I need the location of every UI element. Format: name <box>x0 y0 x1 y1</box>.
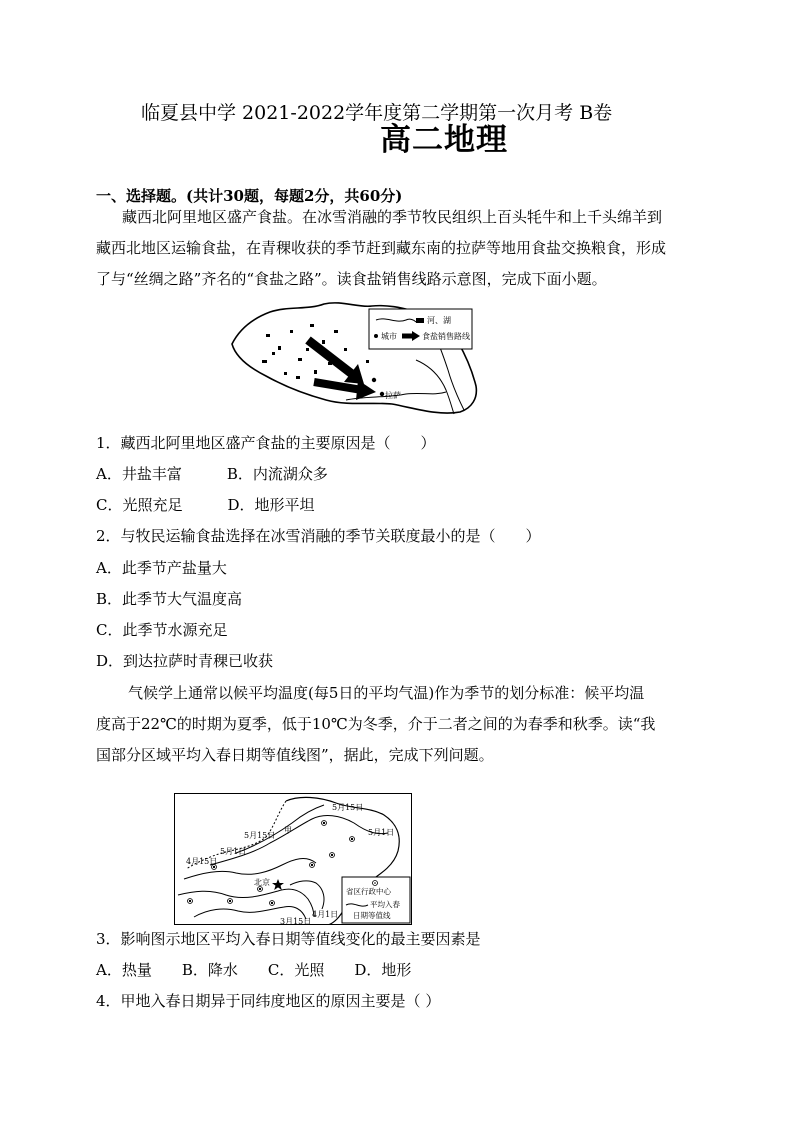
label-mar15: 3月15日 <box>280 917 312 925</box>
map-legend <box>369 309 472 349</box>
legend-isoline-label-2: 日期等值线 <box>353 911 391 920</box>
question-3-stem: 3．影响图示地区平均入春日期等值线变化的最主要因素是 <box>96 930 481 948</box>
legend-route-label: 食盐销售路线 <box>422 332 470 341</box>
river-line <box>416 360 454 414</box>
section-heading: 一、选择题。(共计30题，每题2分，共60分) <box>96 187 403 205</box>
question-4-stem: 4．甲地入春日期异于同纬度地区的原因主要是（ ） <box>96 992 441 1010</box>
salt-route-arrow <box>308 340 364 384</box>
label-jia: 甲 <box>284 826 292 835</box>
salt-route-map <box>226 300 484 416</box>
passage2-line1: 气候学上通常以候平均温度(每5日的平均气温)作为季节的划分标准：候平均温 <box>128 684 645 702</box>
question-2-stem: 2．与牧民运输食盐选择在冰雪消融的季节关联度最小的是（ ） <box>96 527 541 545</box>
label-apr15: 4月15日 <box>186 857 218 866</box>
label-apr1: 4月1日 <box>312 910 339 919</box>
legend-lake-symbol <box>416 318 424 323</box>
city-dot <box>372 378 376 382</box>
question-1-options-row1: A．井盐丰富 B．内流湖众多 <box>96 465 328 483</box>
salt-route-map-drawing <box>226 300 484 416</box>
label-may15-top: 5月15日 <box>332 803 364 812</box>
exam-title: 临夏县中学 2021-2022学年度第二学期第一次月考 B卷 <box>141 102 613 124</box>
city-lhasa-dot <box>380 392 384 396</box>
question-2-option-d: D．到达拉萨时青稞已收获 <box>96 652 274 670</box>
question-2-option-b: B．此季节大气温度高 <box>96 590 243 608</box>
question-1-stem: 1．藏西北阿里地区盛产食盐的主要原因是（ ） <box>96 434 436 452</box>
label-may1-right: 5月1日 <box>368 828 395 837</box>
question-2-option-c: C．此季节水源充足 <box>96 621 228 639</box>
question-3-options: A．热量 B．降水 C．光照 D．地形 <box>96 961 412 979</box>
question-1-options-row2: C．光照充足 D．地形平坦 <box>96 496 315 514</box>
passage1-line3: 了与“丝绸之路”齐名的“食盐之路”。读食盐销售线路示意图，完成下面小题。 <box>96 270 607 288</box>
legend-capital-label: 省区行政中心 <box>346 887 391 896</box>
question-2-option-a: A．此季节产盐量大 <box>96 559 227 577</box>
label-may1-left: 5月1日 <box>220 847 247 856</box>
legend-city-label: 城市 <box>381 332 397 341</box>
legend-city-symbol <box>374 334 378 338</box>
passage2-line2: 度高于22℃的时期为夏季，低于10℃为冬季，介于二者之间的为春季和秋季。读“我 <box>96 715 656 733</box>
legend-river-label: 河、湖 <box>427 316 451 325</box>
subject-title: 高二地理 <box>380 122 508 158</box>
label-beijing: 北京 <box>254 878 270 887</box>
passage1-line1: 藏西北阿里地区盛产食盐。在冰雪消融的季节牧民组织上百头牦牛和上千头绵羊到 <box>122 208 663 226</box>
spring-onset-map-drawing <box>174 793 412 925</box>
city-label-lhasa: 拉萨 <box>385 391 401 400</box>
passage2-line3: 国部分区域平均入春日期等值线图”，据此，完成下列问题。 <box>96 746 494 764</box>
spring-onset-isoline-map <box>174 793 412 925</box>
passage1-line2: 藏西北地区运输食盐，在青稞收获的季节赶到藏东南的拉萨等地用食盐交换粮食，形成 <box>96 239 667 257</box>
map2-legend <box>342 877 410 923</box>
legend-isoline-label-1: 平均入春 <box>370 900 400 909</box>
salt-route-arrow <box>314 380 376 400</box>
label-may15-left: 5月15日 <box>244 831 276 840</box>
